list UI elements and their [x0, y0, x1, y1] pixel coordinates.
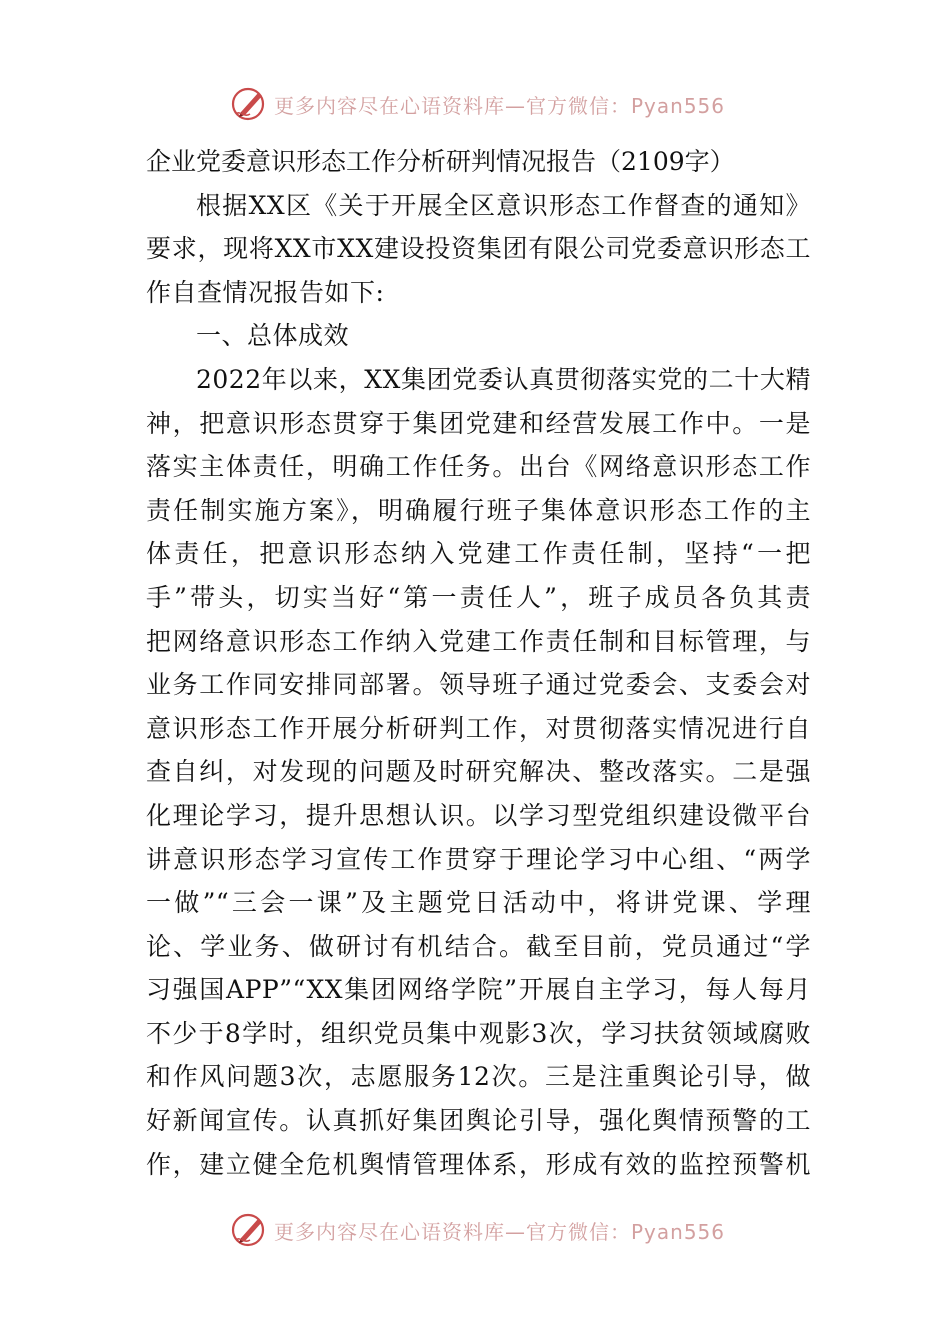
- paragraph-line: 2022年以来，XX集团党委认真贯彻落实党的二十大精: [196, 364, 811, 394]
- paragraph-line: 化理论学习，提升思想认识。以学习型党组织建设微平台: [146, 800, 811, 830]
- paragraph-line: 和作风问题3次，志愿服务12次。三是注重舆论引导，做: [146, 1062, 811, 1092]
- paragraph-line: 意识形态工作开展分析研判工作，对贯彻落实情况进行自: [146, 713, 811, 743]
- paragraph-line: 责任制实施方案》，明确履行班子集体意识形态工作的主: [146, 495, 811, 525]
- watermark-header: [230, 82, 750, 126]
- section-heading: 一、总体成效: [196, 321, 350, 351]
- watermark-text: 更多内容尽在心语资料库—官方微信：Pyan556: [274, 93, 726, 118]
- paragraph-line: 作，建立健全危机舆情管理体系，形成有效的监控预警机: [146, 1149, 811, 1179]
- paragraph-line: 体责任，把意识形态纳入党建工作责任制，坚持“一把: [146, 539, 811, 569]
- paragraph-line: 根据XX区《关于开展全区意识形态工作督查的通知》: [196, 190, 811, 220]
- watermark-text: 更多内容尽在心语资料库—官方微信：Pyan556: [274, 1219, 726, 1244]
- paragraph-line: 落实主体责任，明确工作任务。出台《网络意识形态工作: [146, 452, 811, 482]
- paragraph-line: 作自查情况报告如下:: [146, 277, 385, 307]
- paragraph-line: 业务工作同安排同部署。领导班子通过党委会、支委会对: [146, 670, 811, 700]
- paragraph-line: 把网络意识形态工作纳入党建工作责任制和目标管理，与: [146, 626, 811, 656]
- document-title: 企业党委意识形态工作分析研判情况报告（2109字）: [146, 147, 735, 176]
- paragraph-line: 一做”“三会一课”及主题党日活动中，将讲党课、学理: [146, 888, 811, 918]
- pen-logo-icon: [230, 84, 270, 124]
- watermark-footer: [230, 1208, 750, 1252]
- paragraph-line: 神，把意识形态贯穿于集团党建和经营发展工作中。一是: [146, 408, 811, 438]
- paragraph-line: 手”带头，切实当好“第一责任人”，班子成员各负其责: [146, 582, 811, 612]
- paragraph-line: 论、学业务、做研讨有机结合。截至目前，党员通过“学: [146, 931, 811, 961]
- paragraph-line: 好新闻宣传。认真抓好集团舆论引导，强化舆情预警的工: [146, 1106, 811, 1136]
- paragraph-line: 要求，现将XX市XX建设投资集团有限公司党委意识形态工: [146, 234, 811, 264]
- paragraph-line: 不少于8学时，组织党员集中观影3次，学习扶贫领域腐败: [146, 1018, 811, 1048]
- paragraph-line: 讲意识形态学习宣传工作贯穿于理论学习中心组、“两学: [146, 844, 811, 874]
- paragraph-line: 查自纠，对发现的问题及时研究解决、整改落实。二是强: [146, 757, 811, 787]
- document-body: [146, 140, 811, 1186]
- paragraph-line: 习强国APP”“XX集团网络学院”开展自主学习，每人每月: [146, 975, 811, 1005]
- pen-logo-icon: [230, 1210, 270, 1250]
